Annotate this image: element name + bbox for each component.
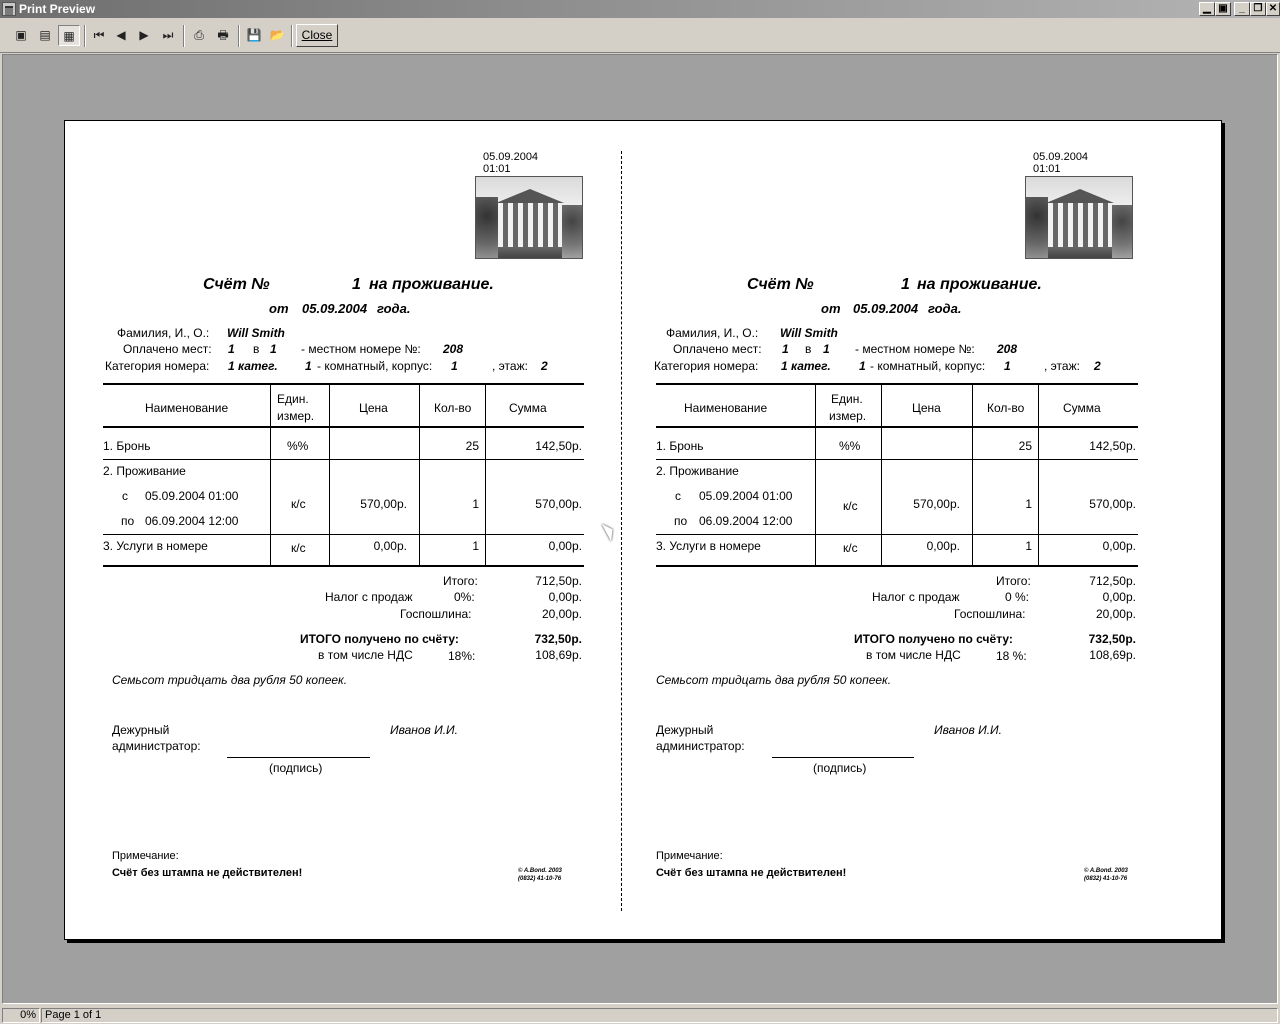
note-text: Счёт без штампа не действителен!	[656, 867, 847, 879]
row-price: 570,00р.	[360, 497, 407, 511]
vat-label: в том числе НДС	[318, 648, 413, 662]
col-rule	[485, 384, 486, 566]
room-value: 208	[997, 342, 1018, 356]
zoom-status: 0%	[2, 1008, 40, 1023]
th-price: Цена	[912, 401, 941, 415]
page-width-icon[interactable]: ▤	[39, 28, 51, 42]
hotel-photo	[475, 176, 583, 259]
th-unit-2: измер.	[829, 409, 867, 423]
invoice-date-suffix: года.	[928, 301, 962, 316]
room-label: - местном номере №:	[301, 342, 421, 356]
admin-name: Иванов И.И.	[390, 723, 458, 737]
row-qty: 25	[1018, 439, 1032, 453]
title-bar	[0, 0, 1280, 18]
row-sum: 142,50р.	[1089, 439, 1136, 453]
invoice-title-suffix: на проживание.	[917, 276, 1042, 293]
note-label: Примечание:	[656, 850, 723, 862]
row-to: 06.09.2004 12:00	[145, 514, 239, 528]
row-name: 3. Услуги в номере	[656, 539, 761, 553]
vat-percent: 18 %:	[996, 649, 1027, 663]
rooms-count: 1	[305, 359, 312, 373]
note-text: Счёт без штампа не действителен!	[112, 867, 303, 879]
tax-percent: 0 %:	[1005, 590, 1030, 604]
itogo-value: 712,50р.	[535, 574, 582, 588]
close-button[interactable]: Close	[296, 24, 338, 47]
row-rule	[656, 534, 1138, 535]
invoice-date-prefix: от	[269, 301, 289, 316]
paid-value: 1	[782, 342, 789, 356]
row-unit: %%	[287, 439, 309, 453]
table-top-rule	[103, 383, 584, 385]
th-qty: Кол-во	[987, 401, 1025, 415]
table-header-rule	[103, 426, 584, 428]
paid-value: 1	[228, 342, 235, 356]
row-qty: 1	[1025, 497, 1032, 511]
room-label: - местном номере №:	[855, 342, 975, 356]
table-bottom-rule	[103, 565, 584, 567]
fio-value: Will Smith	[227, 326, 285, 340]
th-name: Наименование	[684, 401, 768, 415]
one-page-icon[interactable]: ▣	[15, 28, 27, 42]
copyright-line-2: (0832) 41-10-76	[1084, 876, 1128, 882]
amount-in-words: Семьсот тридцать два рубля 50 копеек.	[656, 673, 892, 687]
korpus-value: 1	[451, 359, 458, 373]
th-qty: Кол-во	[434, 401, 472, 415]
col-rule	[329, 384, 330, 566]
row-qty: 1	[472, 497, 479, 511]
row-sum: 142,50р.	[535, 439, 582, 453]
row-name: 1. Бронь	[656, 439, 704, 453]
table-bottom-rule	[656, 565, 1138, 567]
paid-label: Оплачено мест:	[123, 342, 212, 356]
first-page-icon[interactable]: ⏮	[93, 28, 105, 42]
row-sum: 0,00р.	[1102, 539, 1136, 553]
separator	[291, 25, 293, 47]
status-bar	[0, 1006, 1280, 1024]
hotel-photo	[1025, 176, 1133, 259]
restore-child-icon[interactable]: ▣	[1215, 2, 1231, 16]
vat-value: 108,69р.	[1089, 648, 1136, 662]
signature-line	[772, 757, 914, 758]
rooms-count: 1	[859, 359, 866, 373]
th-unit-2: измер.	[277, 409, 315, 423]
th-unit-1: Един.	[831, 392, 863, 406]
row-unit: %%	[839, 439, 861, 453]
row-price: 0,00р.	[926, 539, 960, 553]
admin-name: Иванов И.И.	[934, 723, 1002, 737]
vat-value: 108,69р.	[535, 648, 582, 662]
total-value: 732,50р.	[534, 632, 582, 646]
note-label: Примечание:	[112, 850, 179, 862]
th-unit-1: Един.	[277, 392, 309, 406]
col-rule	[1038, 384, 1039, 566]
row-from: 05.09.2004 01:00	[145, 489, 239, 503]
category-value: 1 катег.	[228, 359, 278, 373]
th-name: Наименование	[145, 401, 229, 415]
itogo-label: Итого:	[443, 574, 478, 588]
tax-value: 0,00р.	[1102, 590, 1136, 604]
copyright-line-1: © A.Bond. 2003	[1084, 868, 1128, 874]
signature-line	[227, 757, 370, 758]
admin-label-1: Дежурный	[656, 723, 714, 737]
copyright-line-2: (0832) 41-10-76	[518, 876, 562, 882]
paid-label: Оплачено мест:	[673, 342, 762, 356]
signature-label: (подпись)	[269, 761, 323, 775]
in-value: 1	[270, 342, 277, 356]
app-icon	[2, 2, 16, 16]
save-icon[interactable]: 💾	[246, 28, 262, 42]
invoice-title-label: Счёт №	[203, 276, 270, 293]
duty-label: Госпошлина:	[400, 607, 472, 621]
row-sum: 570,00р.	[1089, 497, 1136, 511]
row-name: 1. Бронь	[103, 439, 151, 453]
row-rule	[656, 459, 1138, 460]
row-qty: 1	[472, 539, 479, 553]
copyright-line-1: © A.Bond. 2003	[518, 868, 562, 874]
invoice-number: 1	[352, 276, 361, 293]
admin-label-2: администратор:	[112, 739, 201, 753]
row-unit: к/с	[291, 497, 306, 511]
next-page-icon[interactable]: ▶	[139, 28, 149, 42]
signature-label: (подпись)	[813, 761, 867, 775]
minimize-child-icon[interactable]: ▁	[1199, 2, 1215, 16]
duty-value: 20,00р.	[1095, 607, 1136, 621]
prev-page-icon[interactable]: ◀	[116, 28, 126, 42]
row-to-label: по	[121, 514, 135, 528]
invoice-left	[65, 121, 582, 941]
fio-label: Фамилия, И., О.:	[117, 326, 210, 340]
tax-value: 0,00р.	[548, 590, 582, 604]
total-label: ИТОГО получено по счёту:	[854, 632, 1013, 646]
category-value: 1 катег.	[781, 359, 831, 373]
row-price: 0,00р.	[373, 539, 407, 553]
open-icon[interactable]: 📂	[269, 28, 285, 42]
separator	[238, 25, 240, 47]
total-label: ИТОГО получено по счёту:	[300, 632, 459, 646]
separator	[84, 25, 86, 47]
table-header-rule	[656, 426, 1138, 428]
col-rule	[270, 384, 271, 566]
row-rule	[103, 534, 584, 535]
invoice-date-suffix: года.	[377, 301, 411, 316]
row-from-label: с	[675, 489, 681, 503]
total-value: 732,50р.	[1088, 632, 1136, 646]
invoice-right	[617, 121, 1136, 941]
table-top-rule	[656, 383, 1138, 385]
tax-label: Налог с продаж	[325, 590, 413, 604]
duty-value: 20,00р.	[541, 607, 582, 621]
print-icon[interactable]: 🖶	[217, 28, 229, 42]
admin-label-1: Дежурный	[112, 723, 170, 737]
in-label: в	[253, 342, 260, 356]
col-rule	[881, 384, 882, 566]
row-sum: 570,00р.	[535, 497, 582, 511]
category-label: Категория номера:	[654, 359, 759, 373]
itogo-value: 712,50р.	[1089, 574, 1136, 588]
row-from: 05.09.2004 01:00	[699, 489, 793, 503]
tax-percent: 0%:	[454, 590, 475, 604]
minimize-icon[interactable]: _	[1234, 2, 1250, 16]
print-setup-icon[interactable]: ⎙	[194, 28, 204, 42]
duty-label: Госпошлина:	[954, 607, 1026, 621]
korpus-label: - комнатный, корпус:	[317, 359, 433, 373]
th-sum: Сумма	[509, 401, 547, 415]
invoice-title-label: Счёт №	[747, 276, 814, 293]
print-date: 05.09.2004 01:01	[1033, 151, 1089, 175]
row-price: 570,00р.	[913, 497, 960, 511]
in-label: в	[805, 342, 812, 356]
row-sum: 0,00р.	[548, 539, 582, 553]
invoice-date: 05.09.2004	[302, 301, 368, 316]
row-name: 2. Проживание	[103, 464, 186, 478]
row-name: 3. Услуги в номере	[103, 539, 208, 553]
separator	[183, 25, 185, 47]
category-label: Категория номера:	[105, 359, 210, 373]
th-sum: Сумма	[1063, 401, 1101, 415]
col-rule	[815, 384, 816, 566]
floor-label: , этаж:	[492, 359, 528, 373]
col-rule	[419, 384, 420, 566]
invoice-title-suffix: на проживание.	[369, 276, 494, 293]
korpus-value: 1	[1004, 359, 1011, 373]
row-from-label: с	[122, 489, 128, 503]
invoice-date-prefix: от	[821, 301, 841, 316]
row-to-label: по	[674, 514, 688, 528]
row-unit: к/с	[843, 541, 858, 555]
tax-label: Налог с продаж	[872, 590, 960, 604]
row-unit: к/с	[291, 541, 306, 555]
row-rule	[103, 459, 584, 460]
row-qty: 25	[465, 439, 479, 453]
window-title: Print Preview	[19, 2, 96, 16]
in-value: 1	[823, 342, 830, 356]
close-icon[interactable]: ✕	[1266, 2, 1280, 16]
vat-percent: 18%:	[448, 649, 476, 663]
row-to: 06.09.2004 12:00	[699, 514, 793, 528]
fio-value: Will Smith	[780, 326, 838, 340]
invoice-date: 05.09.2004	[853, 301, 919, 316]
row-unit: к/с	[843, 499, 858, 513]
row-name: 2. Проживание	[656, 464, 739, 478]
maximize-icon[interactable]: ❐	[1250, 2, 1266, 16]
zoom-fit-icon[interactable]: ▦	[58, 25, 80, 46]
vat-label: в том числе НДС	[866, 648, 961, 662]
fio-label: Фамилия, И., О.:	[666, 326, 759, 340]
th-price: Цена	[359, 401, 388, 415]
row-qty: 1	[1025, 539, 1032, 553]
preview-page	[64, 120, 1222, 940]
itogo-label: Итого:	[996, 574, 1031, 588]
admin-label-2: администратор:	[656, 739, 745, 753]
room-value: 208	[443, 342, 464, 356]
toolbar	[0, 19, 1280, 53]
page-status: Page 1 of 1	[41, 1008, 1278, 1023]
amount-in-words: Семьсот тридцать два рубля 50 копеек.	[112, 673, 348, 687]
korpus-label: - комнатный, корпус:	[870, 359, 986, 373]
col-rule	[972, 384, 973, 566]
floor-value: 2	[1094, 359, 1101, 373]
floor-value: 2	[541, 359, 548, 373]
floor-label: , этаж:	[1044, 359, 1080, 373]
invoice-number: 1	[901, 276, 910, 293]
last-page-icon[interactable]: ⏭	[162, 28, 174, 42]
preview-area[interactable]	[2, 54, 1278, 1004]
print-date: 05.09.2004 01:01	[483, 151, 539, 175]
